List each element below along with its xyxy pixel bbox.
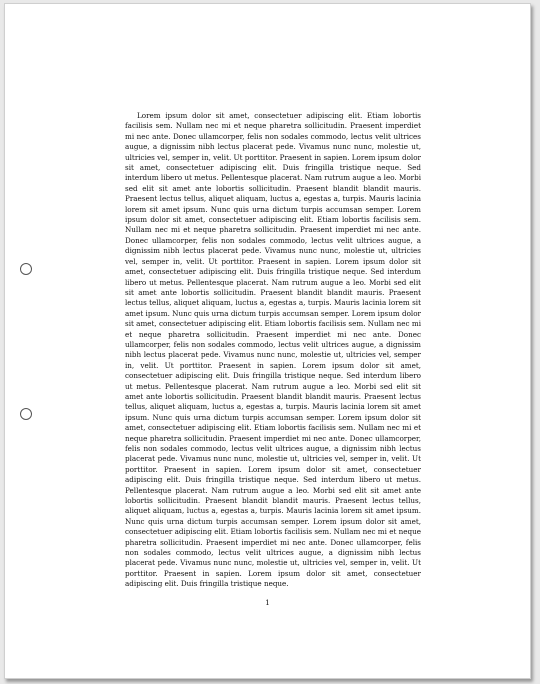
punch-hole-top [20,263,32,275]
document-page [4,3,531,679]
punch-hole-bottom [20,408,32,420]
body-text [125,111,421,590]
page-number: 1 [265,598,270,607]
body-paragraph: Lorem ipsum dolor sit amet, consectetuer adipiscing elit. Etiam lobortis facilisis sem. Nullam nec mi et neque pharetra sollicitudin. Praesent imperdiet mi nec ante. Donec ullamcorper, felis non sodales commodo, lectus velit ultrices augue, a dignissim nibh lectus placerat pede. Vivamus nunc nunc, molestie ut, ultricies vel, semper in, velit. Ut porttitor. Praesent in sapien. Lorem ipsum dolor sit amet, consectetuer adipiscing elit. Duis fringilla tristique neque. Sed interdum libero ut metus. Pellentesque placerat. Nam rutrum augue a leo. Morbi sed elit sit amet ante lobortis sollicitudin. Praesent blandit blandit mauris. Praesent lectus tellus, aliquet aliquam, luctus a, egestas a, turpis. Mauris lacinia lorem sit amet ipsum. Nunc quis urna dictum turpis accumsan semper. Lorem ipsum dolor sit amet, consectetuer adipiscing elit. Etiam lobortis facilisis sem. Nullam nec mi et neque pharetra sollicitudin. Praesent imperdiet mi nec ante. Donec ullamcorper, felis non sodales commodo, lectus velit ultrices augue, a dignissim nibh lectus placerat pede. Vivamus nunc nunc, molestie ut, ultricies vel, semper in, velit. Ut porttitor. Praesent in sapien. Lorem ipsum dolor sit amet, consectetuer adipiscing elit. Duis fringilla tristique neque. Sed interdum libero ut metus. Pellentesque placerat. Nam rutrum augue a leo. Morbi sed elit sit amet ante lobortis sollicitudin. Praesent blandit blandit mauris. Praesent lectus tellus, aliquet aliquam, luctus a, egestas a, turpis. Mauris lacinia lorem sit amet ipsum. Nunc quis urna dictum turpis accumsan semper. Lorem ipsum dolor sit amet, consectetuer adipiscing elit. Etiam lobortis facilisis sem. Nullam nec mi et neque pharetra sollicitudin. Praesent imperdiet mi nec ante. Donec ullamcorper, felis non sodales commodo, lectus velit ultrices augue, a dignissim nibh lectus placerat pede. Vivamus nunc nunc, molestie ut, ultricies vel, semper in, velit. Ut porttitor. Praesent in sapien. Lorem ipsum dolor sit amet, consectetuer adipiscing elit. Duis fringilla tristique neque. Sed interdum libero ut metus. Pellentesque placerat. Nam rutrum augue a leo. Morbi sed elit sit amet ante lobortis sollicitudin. Praesent blandit blandit mauris. Praesent lectus tellus, aliquet aliquam, luctus a, egestas a, turpis. Mauris lacinia lorem sit amet ipsum. Nunc quis urna dictum turpis accumsan semper. Lorem ipsum dolor sit amet, consectetuer adipiscing elit. Etiam lobortis facilisis sem. Nullam nec mi et neque pharetra sollicitudin. Praesent imperdiet mi nec ante. Donec ullamcorper, felis non sodales commodo, lectus velit ultrices augue, a dignissim nibh lectus placerat pede. Vivamus nunc nunc, molestie ut, ultricies vel, semper in, velit. Ut porttitor. Praesent in sapien. Lorem ipsum dolor sit amet, consectetuer adipiscing elit. Duis fringilla tristique neque. Sed interdum libero ut metus. Pellentesque placerat. Nam rutrum augue a leo. Morbi sed elit sit amet ante lobortis sollicitudin. Praesent blandit blandit mauris. Praesent lectus tellus, aliquet aliquam, luctus a, egestas a, turpis. Mauris lacinia lorem sit amet ipsum. Nunc quis urna dictum turpis accumsan semper. Lorem ipsum dolor sit amet, consectetuer adipiscing elit. Etiam lobortis facilisis sem. Nullam nec mi et neque pharetra sollicitudin. Praesent imperdiet mi nec ante. Donec ullamcorper, felis non sodales commodo, lectus velit ultrices augue, a dignissim nibh lectus placerat pede. Vivamus nunc nunc, molestie ut, ultricies vel, semper in, velit. Ut porttitor. Praesent in sapien. Lorem ipsum dolor sit amet, consectetuer adipiscing elit. Duis fringilla tristique neque. [125,111,421,589]
